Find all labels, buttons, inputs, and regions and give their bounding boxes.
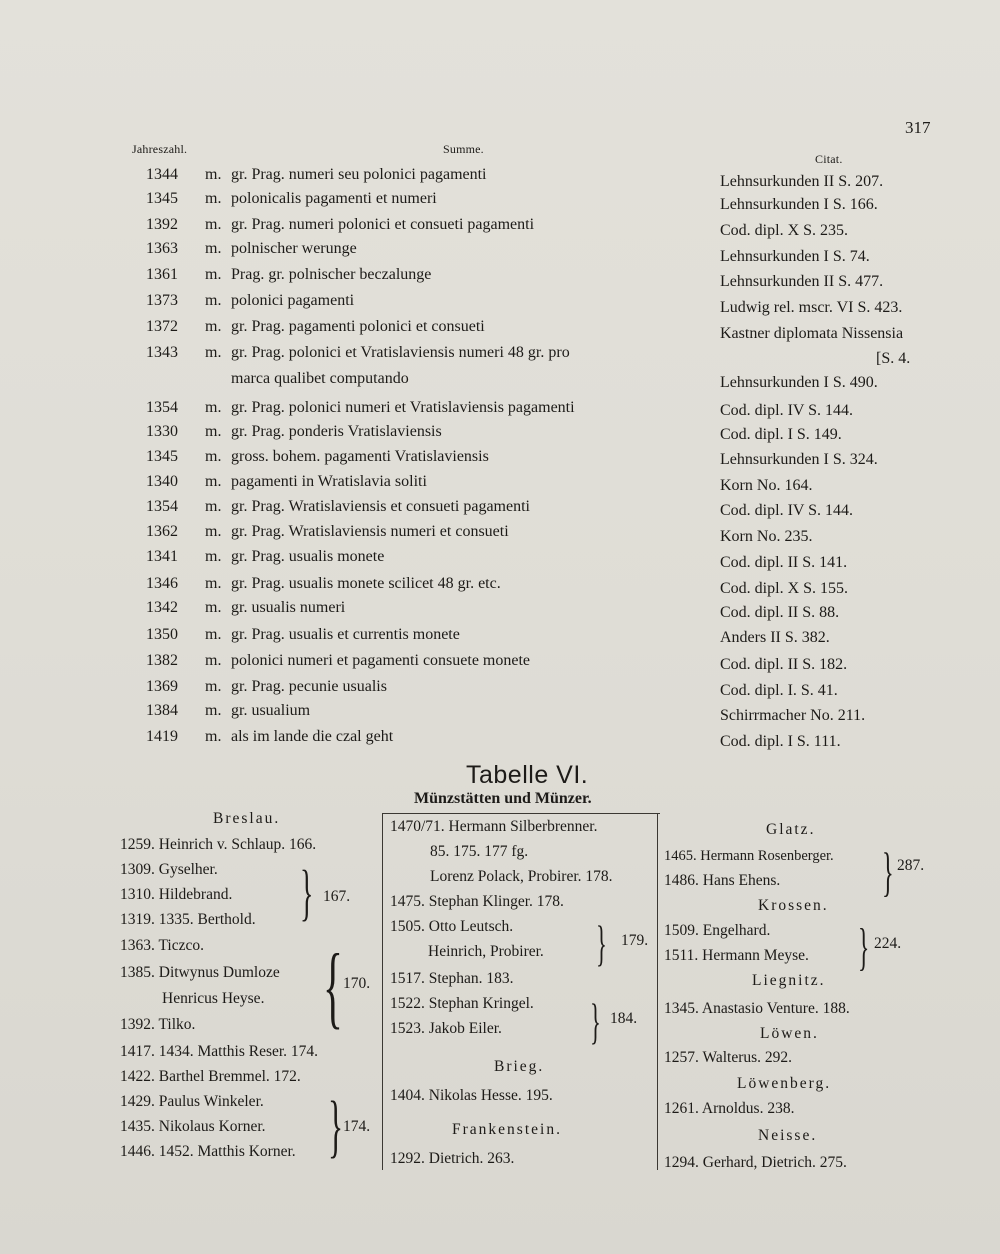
city-heading-neisse: Neisse. xyxy=(758,1127,818,1144)
city-heading-frankenstein: Frankenstein. xyxy=(452,1121,562,1138)
entry-year: 1361 xyxy=(146,266,178,283)
entry-unit: m. xyxy=(205,599,222,616)
city-heading-loewen: Löwen. xyxy=(760,1025,819,1042)
entry-citation: Cod. dipl. I S. 149. xyxy=(720,426,842,443)
column-divider-right xyxy=(657,814,658,1170)
entry-citation: Cod. dipl. I S. 111. xyxy=(720,733,841,750)
mint-entry: 1422. Barthel Bremmel. 172. xyxy=(120,1068,301,1085)
entry-citation: Korn No. 164. xyxy=(720,477,813,494)
mint-entry: 85. 175. 177 fg. xyxy=(430,843,529,860)
entry-unit: m. xyxy=(205,473,222,490)
entry-citation: Korn No. 235. xyxy=(720,528,813,545)
entry-year: 1419 xyxy=(146,728,178,745)
entry-year: 1346 xyxy=(146,575,178,592)
entry-description: gr. Prag. Wratislaviensis et consueti pagamenti xyxy=(231,498,530,515)
column-header-year: Jahreszahl. xyxy=(132,142,188,156)
group-page-ref: 167. xyxy=(323,888,351,905)
entry-citation: Lehnsurkunden II S. 477. xyxy=(720,273,884,290)
entry-row xyxy=(0,498,1000,522)
mint-entry: 1429. Paulus Winkeler. xyxy=(120,1093,264,1110)
group-page-ref: 184. xyxy=(610,1010,638,1027)
entry-year: 1342 xyxy=(146,599,178,616)
column-divider-left xyxy=(382,814,383,1170)
mint-entry: 1363. Ticzco. xyxy=(120,937,204,954)
mint-entry: 1259. Heinrich v. Schlaup. 166. xyxy=(120,836,317,853)
entry-description: gr. Prag. usualis monete scilicet 48 gr. etc. xyxy=(231,575,501,592)
entry-description: polonici pagamenti xyxy=(231,292,355,309)
mint-entry: 1511. Hermann Meyse. xyxy=(664,947,809,964)
entry-unit: m. xyxy=(205,523,222,540)
entry-unit: m. xyxy=(205,626,222,643)
entry-citation: Cod. dipl. II S. 141. xyxy=(720,554,848,571)
entry-year: 1382 xyxy=(146,652,178,669)
brace-icon: } xyxy=(590,993,601,1049)
mint-entry: 1465. Hermann Rosenberger. xyxy=(664,848,834,864)
entry-citation: [S. 4. xyxy=(876,350,911,367)
entry-unit: m. xyxy=(205,266,222,283)
entry-description: gr. usualium xyxy=(231,702,311,719)
entry-citation: Cod. dipl. X S. 235. xyxy=(720,222,849,239)
mint-entry: 1522. Stephan Kringel. xyxy=(390,995,534,1012)
entry-row xyxy=(0,399,1000,423)
entry-year: 1363 xyxy=(146,240,178,257)
mint-entry: 1294. Gerhard, Dietrich. 275. xyxy=(664,1154,847,1171)
entry-row xyxy=(0,652,1000,676)
entry-citation: Lehnsurkunden I S. 74. xyxy=(720,248,870,265)
table-top-rule xyxy=(382,813,660,814)
entry-citation: Schirrmacher No. 211. xyxy=(720,707,866,724)
entry-unit: m. xyxy=(205,652,222,669)
brace-icon: } xyxy=(300,859,314,927)
entry-row xyxy=(0,548,1000,572)
entry-description: marca qualibet computando xyxy=(231,370,409,387)
entry-unit: m. xyxy=(205,166,222,183)
entry-citation: Cod. dipl. I. S. 41. xyxy=(720,682,838,699)
brace-icon: } xyxy=(596,915,607,971)
entry-row xyxy=(0,678,1000,702)
entry-row xyxy=(0,216,1000,240)
city-heading-krossen: Krossen. xyxy=(758,897,829,914)
entry-year: 1373 xyxy=(146,292,178,309)
entry-unit: m. xyxy=(205,678,222,695)
mint-entry: Heinrich, Probirer. xyxy=(428,943,544,960)
city-heading-brieg: Brieg. xyxy=(494,1058,545,1075)
entry-description: gr. Prag. polonici et Vratislaviensis numeri 48 gr. pro xyxy=(231,344,570,361)
entry-citation: Kastner diplomata Nissensia xyxy=(720,325,904,342)
entry-description: gr. Prag. ponderis Vratislaviensis xyxy=(231,423,442,440)
mint-entry: 1486. Hans Ehens. xyxy=(664,872,781,889)
entry-year: 1341 xyxy=(146,548,178,565)
entry-year: 1354 xyxy=(146,498,178,515)
entry-year: 1354 xyxy=(146,399,178,416)
entry-description: Prag. gr. polnischer beczalunge xyxy=(231,266,432,283)
entry-row xyxy=(0,423,1000,447)
entry-year: 1362 xyxy=(146,523,178,540)
brace-icon: } xyxy=(882,842,894,902)
mint-entry: 1404. Nikolas Hesse. 195. xyxy=(390,1087,553,1104)
entry-row xyxy=(0,702,1000,726)
entry-description: gr. Prag. pagamenti polonici et consueti xyxy=(231,318,485,335)
entry-unit: m. xyxy=(205,190,222,207)
mint-entry: 1475. Stephan Klinger. 178. xyxy=(390,893,564,910)
mint-entry: Henricus Heyse. xyxy=(162,990,265,1007)
group-page-ref: 170. xyxy=(343,975,371,992)
column-header-sum: Summe. xyxy=(443,142,484,156)
entry-citation: Anders II S. 382. xyxy=(720,629,830,646)
entry-row xyxy=(0,448,1000,472)
group-page-ref: 224. xyxy=(874,935,902,952)
entry-year: 1369 xyxy=(146,678,178,695)
entry-citation: Lehnsurkunden II S. 207. xyxy=(720,173,884,190)
group-page-ref: 287. xyxy=(897,857,925,874)
city-heading-glatz: Glatz. xyxy=(766,821,816,838)
entry-description: gr. Prag. usualis monete xyxy=(231,548,385,565)
brace-icon: { xyxy=(323,935,343,1037)
entry-description: pagamenti in Wratislavia soliti xyxy=(231,473,427,490)
entry-row xyxy=(0,266,1000,290)
entry-unit: m. xyxy=(205,344,222,361)
brace-icon: } xyxy=(328,1088,344,1165)
entry-year: 1350 xyxy=(146,626,178,643)
brace-icon: } xyxy=(858,919,870,976)
entry-unit: m. xyxy=(205,728,222,745)
mint-entry: 1517. Stephan. 183. xyxy=(390,970,514,987)
entry-unit: m. xyxy=(205,423,222,440)
mint-entry: 1257. Walterus. 292. xyxy=(664,1049,793,1066)
entry-citation: Lehnsurkunden I S. 490. xyxy=(720,374,878,391)
mint-entry: 1319. 1335. Berthold. xyxy=(120,911,256,928)
entry-year: 1392 xyxy=(146,216,178,233)
city-heading-liegnitz: Liegnitz. xyxy=(752,972,826,989)
entry-citation: Cod. dipl. II S. 182. xyxy=(720,656,848,673)
entry-row xyxy=(0,166,1000,190)
entry-description: gr. Prag. pecunie usualis xyxy=(231,678,387,695)
entry-year: 1344 xyxy=(146,166,178,183)
column-header-citation: Citat. xyxy=(815,152,843,166)
entry-unit: m. xyxy=(205,216,222,233)
entry-year: 1330 xyxy=(146,423,178,440)
entry-year: 1345 xyxy=(146,448,178,465)
entry-citation: Cod. dipl. IV S. 144. xyxy=(720,402,854,419)
entry-unit: m. xyxy=(205,292,222,309)
entry-year: 1372 xyxy=(146,318,178,335)
entry-unit: m. xyxy=(205,498,222,515)
entry-description: gross. bohem. pagamenti Vratislaviensis xyxy=(231,448,489,465)
entry-unit: m. xyxy=(205,399,222,416)
city-heading-loewenberg: Löwenberg. xyxy=(737,1075,832,1092)
mint-entry: 1261. Arnoldus. 238. xyxy=(664,1100,795,1117)
group-page-ref: 174. xyxy=(343,1118,371,1135)
mint-entry: 1345. Anastasio Venture. 188. xyxy=(664,1000,850,1017)
entry-description: gr. usualis numeri xyxy=(231,599,346,616)
table-subtitle: Münzstätten und Münzer. xyxy=(414,790,592,807)
entry-row xyxy=(0,344,1000,368)
mint-entry: 1392. Tilko. xyxy=(120,1016,196,1033)
entry-row xyxy=(0,370,1000,394)
mint-entry: 1505. Otto Leutsch. xyxy=(390,918,514,935)
entry-row xyxy=(0,473,1000,497)
entry-row xyxy=(0,190,1000,214)
mint-entry: 1310. Hildebrand. xyxy=(120,886,233,903)
entry-description: als im lande die czal geht xyxy=(231,728,394,745)
mint-entry: Lorenz Polack, Probirer. 178. xyxy=(430,868,613,885)
mint-entry: 1470/71. Hermann Silberbrenner. xyxy=(390,818,598,835)
entry-description: gr. Prag. usualis et currentis monete xyxy=(231,626,460,643)
entry-row xyxy=(0,599,1000,623)
entry-row xyxy=(0,523,1000,547)
entry-citation: Lehnsurkunden I S. 166. xyxy=(720,196,878,213)
entry-citation: Cod. dipl. IV S. 144. xyxy=(720,502,854,519)
mint-entry: 1523. Jakob Eiler. xyxy=(390,1020,502,1037)
mint-entry: 1509. Engelhard. xyxy=(664,922,771,939)
group-page-ref: 179. xyxy=(621,932,649,949)
entry-unit: m. xyxy=(205,240,222,257)
entry-citation: Cod. dipl. X S. 155. xyxy=(720,580,849,597)
mint-entry: 1385. Ditwynus Dumloze xyxy=(120,964,280,981)
entry-description: gr. Prag. numeri polonici et consueti pagamenti xyxy=(231,216,535,233)
entry-unit: m. xyxy=(205,575,222,592)
entry-year: 1343 xyxy=(146,344,178,361)
mint-entry: 1446. 1452. Matthis Korner. xyxy=(120,1143,296,1160)
entry-row xyxy=(0,240,1000,264)
entry-description: gr. Prag. Wratislaviensis numeri et consueti xyxy=(231,523,509,540)
entry-unit: m. xyxy=(205,448,222,465)
entry-citation: Lehnsurkunden I S. 324. xyxy=(720,451,878,468)
mint-entry: 1435. Nikolaus Korner. xyxy=(120,1118,266,1135)
entry-description: polonici numeri et pagamenti consuete monete xyxy=(231,652,531,669)
entry-description: polonicalis pagamenti et numeri xyxy=(231,190,437,207)
entry-row xyxy=(0,318,1000,342)
entry-description: gr. Prag. polonici numeri et Vratislaviensis pagamenti xyxy=(231,399,575,416)
entry-row xyxy=(0,626,1000,650)
table-title: Tabelle VI. xyxy=(466,761,589,789)
entry-unit: m. xyxy=(205,548,222,565)
entry-row xyxy=(0,292,1000,316)
entry-unit: m. xyxy=(205,318,222,335)
entry-unit: m. xyxy=(205,702,222,719)
entry-citation: Ludwig rel. mscr. VI S. 423. xyxy=(720,299,903,316)
entry-year: 1384 xyxy=(146,702,178,719)
entry-citation: Cod. dipl. II S. 88. xyxy=(720,604,840,621)
entry-row xyxy=(0,728,1000,752)
mint-entry: 1292. Dietrich. 263. xyxy=(390,1150,515,1167)
mint-entry: 1417. 1434. Matthis Reser. 174. xyxy=(120,1043,319,1060)
entry-description: gr. Prag. numeri seu polonici pagamenti xyxy=(231,166,487,183)
page-number: 317 xyxy=(905,118,931,137)
city-heading-breslau: Breslau. xyxy=(213,810,281,827)
entry-row xyxy=(0,575,1000,599)
entry-year: 1345 xyxy=(146,190,178,207)
entry-year: 1340 xyxy=(146,473,178,490)
mint-entry: 1309. Gyselher. xyxy=(120,861,218,878)
entry-description: polnischer werunge xyxy=(231,240,357,257)
